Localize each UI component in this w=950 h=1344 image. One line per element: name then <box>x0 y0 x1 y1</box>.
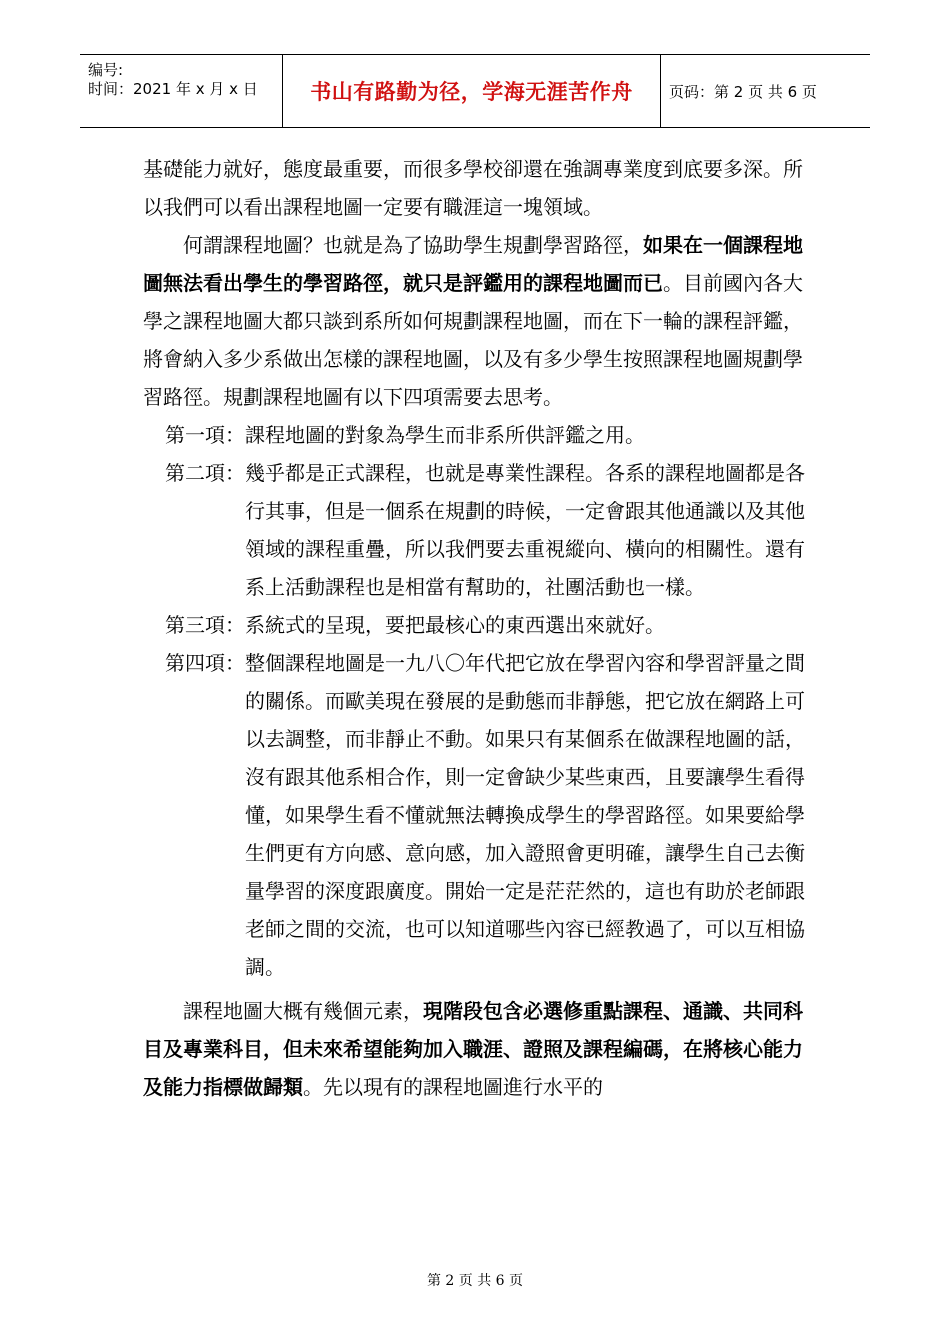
list-item-text: 幾乎都是正式課程，也就是專業性課程。各系的課程地圖都是各行其事，但是一個系在規劃的時候，一定會跟其他通識以及其他領域的課程重疊，所以我們要去重視縱向、橫向的相關性。還有系上活動課程也是相當有幫助的，社團活動也一樣。 <box>245 461 805 599</box>
list-item-text: 系統式的呈現，要把最核心的東西選出來就好。 <box>245 613 665 637</box>
page-header <box>80 54 870 128</box>
paragraph-3 <box>143 992 809 1106</box>
page-footer <box>0 1270 950 1290</box>
list-item-text: 整個課程地圖是一九八〇年代把它放在學習內容和學習評量之間的關係。而歐美現在發展的是動態而非靜態，把它放在網路上可以去調整，而非靜止不動。如果只有某個系在做課程地圖的話，沒有跟其他系相合作，則一定會缺少某些東西，且要讓學生看得懂，如果學生看不懂就無法轉換成學生的學習路徑。如果要給學生們更有方向感、意向感，加入證照會更明確，讓學生自己去衡量學習的深度跟廣度。開始一定是茫茫然的，這也有助於老師跟老師之間的交流，也可以知道哪些內容已經教過了，可以互相協調。 <box>245 651 805 979</box>
footer-page-number: 第 2 页 共 6 页 <box>426 1273 524 1289</box>
list-item-label: 第一項： <box>165 423 245 447</box>
document-date-label: 时间：2021 年 x 月 x 日 <box>88 80 258 98</box>
paragraph-2-rest: 。目前國內各大學之課程地圖大都只談到系所如何規劃課程地圖，而在下一輪的課程評鑑，將會納入多少系做出怎樣的課程地圖，以及有多少學生按照課程地圖規劃學習路徑。規劃課程地圖有以下四項需要去思考。 <box>143 271 803 409</box>
paragraph-3-intro: 課程地圖大概有幾個元素， <box>183 999 423 1023</box>
header-page-info-cell <box>661 55 870 127</box>
list-item <box>165 416 809 454</box>
header-page-info: 页码：第 2 页 共 6 页 <box>669 82 817 101</box>
list-item-label: 第四項： <box>165 651 245 675</box>
header-motto-cell <box>283 55 661 127</box>
list-item <box>165 454 809 606</box>
list-item-text: 課程地圖的對象為學生而非系所供評鑑之用。 <box>245 423 645 447</box>
list-item-label: 第二項： <box>165 461 245 485</box>
paragraph-2-emphasis: 如果在一個課程地圖無法看出學生的學習路徑，就只是評鑑用的課程地圖而已 <box>143 233 803 295</box>
list-item <box>165 644 809 986</box>
paragraph-1: 基礎能力就好，態度最重要，而很多學校卻還在強調專業度到底要多深。所以我們可以看出課程地圖一定要有職涯這一塊領域。 <box>143 157 803 219</box>
document-body <box>143 150 809 1106</box>
paragraph-2-intro: 何謂課程地圖？也就是為了協助學生規劃學習路徑， <box>183 233 643 257</box>
list-item <box>165 606 809 644</box>
header-motto: 书山有路勤为径，学海无涯苦作舟 <box>310 80 633 104</box>
list-item-label: 第三項： <box>165 613 245 637</box>
paragraph-2 <box>143 226 809 416</box>
paragraph-3-emphasis: 現階段包含必選修重點課程、通識、共同科目及專業科目，但未來希望能夠加入職涯、證照及課程編碼，在將核心能力及能力指標做歸類 <box>143 999 803 1099</box>
header-meta <box>80 55 283 127</box>
paragraph-3-rest: 。先以現有的課程地圖進行水平的 <box>303 1075 603 1099</box>
document-number-label: 编号: <box>88 61 124 79</box>
